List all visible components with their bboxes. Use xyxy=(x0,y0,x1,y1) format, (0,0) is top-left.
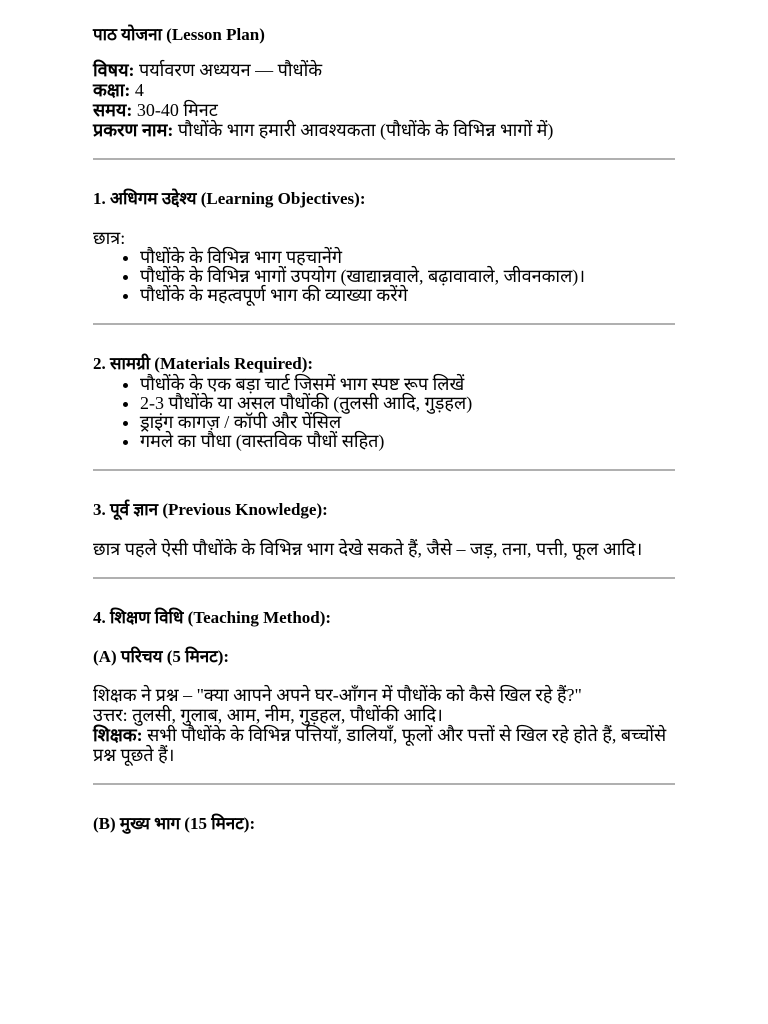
lesson-meta xyxy=(93,60,675,140)
divider xyxy=(93,783,675,785)
sub-a-line-1: शिक्षक ने प्रश्न – "क्या आपने अपने घर-आँगन में पौधोंके को कैसे खिल रहे हैं?" xyxy=(93,685,582,705)
meta-subject xyxy=(93,60,675,80)
title-english: (Lesson Plan) xyxy=(166,25,265,44)
sub-a-line-2: उत्तर: तुलसी, गुलाब, आम, नीम, गुड़हल, पौधोंकी आदि। xyxy=(93,705,443,725)
meta-topic xyxy=(93,120,675,140)
title-native: पाठ योजना xyxy=(93,25,162,44)
divider xyxy=(93,469,675,471)
sub-a-line-3 xyxy=(93,725,675,765)
sub-a-body xyxy=(93,685,675,765)
meta-topic-label: प्रकरण नाम: xyxy=(93,120,174,140)
meta-time-label: समय: xyxy=(93,100,133,120)
materials-list xyxy=(93,375,675,451)
meta-time xyxy=(93,100,675,120)
list-item: • पौधोंके के विभिन्न भागों उपयोग (खाद्यान्नवाले, बढ़ावावाले, जीवनकाल)। xyxy=(140,267,675,286)
meta-class-label: कक्षा: xyxy=(93,80,131,100)
list-item: • पौधोंके के महत्वपूर्ण भाग की व्याख्या करेंगे xyxy=(140,286,675,305)
meta-subject-value: पर्यावरण अध्ययन — पौधोंके xyxy=(139,60,323,80)
divider xyxy=(93,577,675,579)
objectives-intro: छात्र: xyxy=(93,228,126,248)
meta-class-value: 4 xyxy=(134,80,144,100)
list-item: • 2-3 पौधोंके या असल पौधोंकी (तुलसी आदि, गुड़हल) xyxy=(140,394,675,413)
sub-a-title: (A) परिचय (5 मिनट): xyxy=(93,647,230,666)
section-teaching-method-title: 4. शिक्षण विधि (Teaching Method): xyxy=(93,608,332,627)
objectives-list xyxy=(93,248,675,305)
list-item: • पौधोंके के एक बड़ा चार्ट जिसमें भाग स्पष्ट रूप लिखें xyxy=(140,375,675,394)
sub-b-title: (B) मुख्य भाग (15 मिनट): xyxy=(93,814,256,833)
meta-class xyxy=(93,80,675,100)
meta-time-value: 30-40 मिनट xyxy=(136,100,218,120)
meta-topic-value: पौधोंके भाग हमारी आवश्यकता (पौधोंके के विभिन्न भागों में) xyxy=(177,120,554,140)
section-previous-knowledge-title: 3. पूर्व ज्ञान (Previous Knowledge): xyxy=(93,500,328,519)
divider xyxy=(93,323,675,325)
list-item: • पौधोंके के विभिन्न भाग पहचानेंगे xyxy=(140,248,675,267)
previous-knowledge-text: छात्र पहले ऐसी पौधोंके के विभिन्न भाग देखे सकते हैं, जैसे – जड़, तना, पत्ती, फूल आदि। xyxy=(93,539,643,559)
list-item: • ड्राइंग कागज़ / कॉपी और पेंसिल xyxy=(140,413,675,432)
divider xyxy=(93,158,675,160)
document-title xyxy=(93,24,675,46)
sub-a-line-3-text: सभी पौधोंके के विभिन्न पत्तियाँ, डालियाँ, फूलों और पत्तों से खिल रहे होते हैं, बच्चोंसे प्रश्न पूछते हैं। xyxy=(93,725,667,765)
section-materials-title: 2. सामग्री (Materials Required): xyxy=(93,354,314,373)
sub-a-line-3-label: शिक्षक: xyxy=(93,725,143,745)
list-item: • गमले का पौधा (वास्तविक पौधों सहित) xyxy=(140,432,675,451)
section-learning-objectives-title: 1. अधिगम उद्देश्य (Learning Objectives): xyxy=(93,189,366,208)
meta-subject-label: विषय: xyxy=(93,60,135,80)
